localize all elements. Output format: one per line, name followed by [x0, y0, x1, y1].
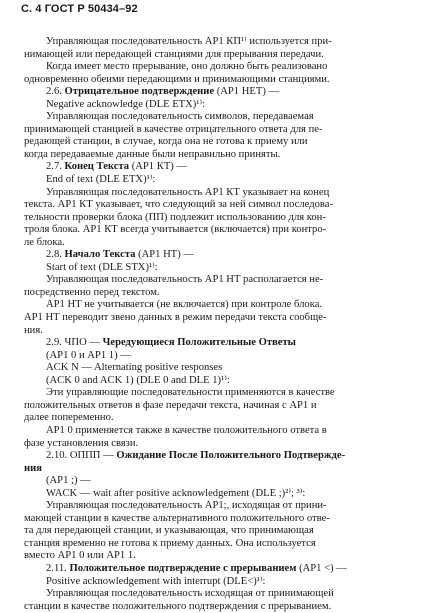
- bold-term: ния: [24, 462, 42, 474]
- text-span: 2.6.: [46, 86, 65, 98]
- bold-term: Положительное подтверждение с прерыванием: [69, 562, 297, 574]
- text-line: [24, 61, 406, 74]
- text-span: (AP1 НЕТ) —: [214, 86, 280, 98]
- text-span: End of text (DLE ETX)¹⁾:: [46, 174, 156, 186]
- text-span: положительных ответов в фазе передачи текста, начиная с AP1 и: [24, 399, 317, 411]
- text-span: ле блока.: [24, 236, 65, 248]
- text-span: та для передающей станции, и указывающая, что принимающая: [24, 525, 314, 537]
- text-span: станции в качестве положительного подтверждения с прерыванием.: [24, 600, 332, 612]
- text-span: когда передаваемые данные были неправильно приняты.: [24, 148, 281, 160]
- text-line: [24, 274, 406, 287]
- bold-term: Чередующиеся Положительные Ответы: [102, 337, 296, 349]
- text-line: [24, 525, 406, 538]
- text-span: (AP1 0 и AP1 1) —: [46, 349, 131, 361]
- text-span: Управляющая последовательность AP1 КТ указывает на конец: [46, 186, 330, 198]
- text-span: AP1 0 применяется также в качестве положительного ответа в: [46, 424, 327, 436]
- text-line: [24, 124, 406, 137]
- text-line: [24, 588, 406, 601]
- text-line: [24, 463, 406, 476]
- text-line: [24, 312, 406, 325]
- text-line: [24, 450, 406, 463]
- text-line: [24, 74, 406, 87]
- text-line: [24, 563, 406, 576]
- text-span: Управляющая последовательность AP1 НТ располагается не-: [46, 274, 324, 286]
- text-span: редающей станции, в случае, когда она не готова к приему или: [24, 136, 308, 148]
- text-span: ния.: [24, 324, 43, 336]
- text-span: (AP1 НТ) —: [135, 249, 195, 261]
- text-line: [24, 362, 406, 375]
- text-span: 2.11.: [46, 562, 70, 574]
- text-span: нимающей или передающей станциями для прерывания передачи.: [24, 48, 324, 60]
- text-span: (AP1 КТ) —: [129, 161, 188, 173]
- text-line: [24, 325, 406, 338]
- text-line: [24, 199, 406, 212]
- text-span: посредственно перед текстом.: [24, 286, 160, 298]
- text-span: станция временно не готова к приему данных. Она используется: [24, 537, 316, 549]
- text-span: (ACK 0 and ACK 1) (DLE 0 and DLE 1)¹⁾:: [46, 374, 230, 386]
- text-span: 2.10. ОППП —: [46, 450, 117, 462]
- bold-term: Начало Текста: [64, 249, 136, 261]
- text-line: [24, 400, 406, 413]
- text-span: 2.9. ЧПО —: [46, 337, 103, 349]
- text-line: [24, 224, 406, 237]
- text-line: [24, 187, 406, 200]
- text-line: [24, 262, 406, 275]
- text-span: (AP1 <) —: [296, 562, 347, 574]
- text-span: мающей станции в качестве альтернативного положительного отве-: [24, 512, 330, 524]
- text-span: Negative acknowledge (DLE ETX)¹⁾:: [46, 98, 206, 110]
- text-line: [24, 488, 406, 501]
- text-line: [24, 438, 406, 451]
- text-line: [24, 287, 406, 300]
- text-line: [24, 136, 406, 149]
- text-span: ACK N — Alternating positive responses: [46, 362, 223, 374]
- text-line: [24, 375, 406, 388]
- text-line: [24, 576, 406, 589]
- text-span: 2.8.: [46, 249, 65, 261]
- text-line: [24, 174, 406, 187]
- text-line: [24, 425, 406, 438]
- text-line: [24, 500, 406, 513]
- text-line: [24, 550, 406, 563]
- text-line: [24, 299, 406, 312]
- text-span: (AP1 ;) —: [46, 475, 91, 487]
- page-content: [24, 36, 406, 613]
- text-span: AP1 НТ не учитывается (не включается) при контроле блока.: [46, 299, 323, 311]
- text-span: Эти управляющие последовательности применяются в качестве: [46, 387, 335, 399]
- text-span: Когда имеет место прерывание, оно должно быть реализовано: [46, 61, 328, 73]
- text-span: 2.7.: [46, 161, 65, 173]
- bold-term: Конец Текста: [64, 161, 130, 173]
- text-span: принимающей станцией в качестве отрицательного ответа для пе-: [24, 123, 323, 135]
- text-span: WACK — wait after positive acknowledgement (DLE ;)²⁾; ³⁾:: [46, 487, 306, 499]
- text-line: [24, 49, 406, 62]
- text-line: [24, 149, 406, 162]
- text-span: одновременно обеими передающими и принимающими станциями.: [24, 73, 330, 85]
- text-span: Управляющая последовательность AP1 КП¹⁾ используется при-: [46, 36, 332, 47]
- text-span: Start of text (DLE STX)¹⁾:: [46, 261, 158, 273]
- text-span: Positive acknowledgement with interrupt (DLE<)¹⁾:: [46, 575, 266, 587]
- text-line: [24, 249, 406, 262]
- text-line: [24, 86, 406, 99]
- text-line: [24, 513, 406, 526]
- text-span: троля блока. AP1 КТ всегда учитывается (включается) при контро-: [24, 224, 327, 236]
- text-span: далее попеременно.: [24, 412, 114, 424]
- text-span: текста. AP1 КТ указывает, что следующий за ней символ последова-: [24, 199, 333, 211]
- text-span: тельности проверки блока (ПП) подлежит использованию для кон-: [24, 211, 326, 223]
- text-line: [24, 538, 406, 551]
- bold-term: Ожидание После Положительного Подтвержде-: [116, 450, 346, 462]
- text-line: [24, 161, 406, 174]
- page-header: С. 4 ГОСТ Р 50434–92: [21, 3, 138, 15]
- text-line: [24, 337, 406, 350]
- text-span: Управляющая последовательность исходящая от принимающей: [46, 588, 334, 600]
- text-line: [24, 350, 406, 363]
- text-line: [24, 601, 406, 613]
- text-line: [24, 412, 406, 425]
- text-line: [24, 111, 406, 124]
- text-line: [24, 36, 406, 49]
- text-line: [24, 99, 406, 112]
- text-span: фазе установления связи.: [24, 437, 139, 449]
- text-span: вместо AP1 0 или AP1 1.: [24, 550, 136, 562]
- text-line: [24, 475, 406, 488]
- text-line: [24, 212, 406, 225]
- text-line: [24, 387, 406, 400]
- text-span: AP1 НТ переводит звено данных в режим передачи текста сообще-: [24, 312, 327, 324]
- text-span: Управляющая последовательность символов, передаваемая: [46, 111, 314, 123]
- bold-term: Отрицательное подтверждение: [64, 86, 215, 98]
- text-span: Управляющая последовательность AP1;, исходящая от прини-: [46, 500, 327, 512]
- text-line: [24, 237, 406, 250]
